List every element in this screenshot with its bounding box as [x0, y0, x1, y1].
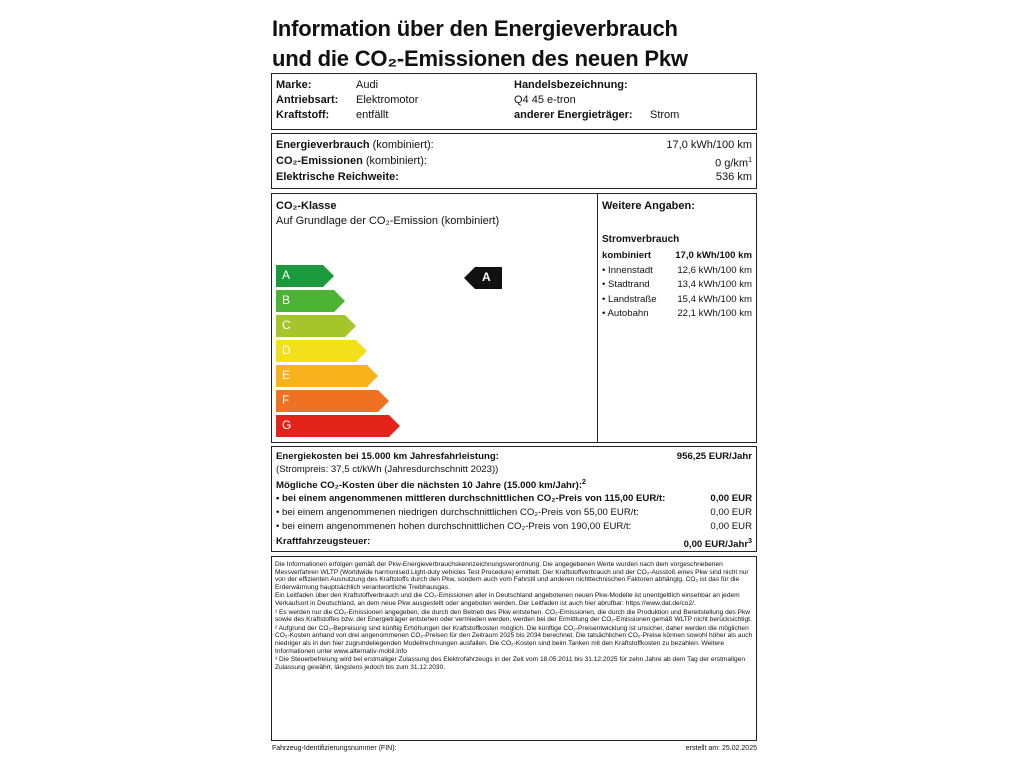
co2-cost-row-label: • bei einem angenommenen mittleren durchschnittlichen CO₂-Preis von 115,00 EUR/t: — [276, 493, 666, 504]
co2-cost-row-value: 0,00 EUR — [710, 507, 752, 518]
consumption-row-label: • Autobahn — [602, 308, 649, 319]
energy-label: Energieverbrauch — [276, 139, 370, 151]
vehicle-tax-label: Kraftfahrzeugsteuer: — [276, 536, 371, 547]
consumption-row-value: 15,4 kWh/100 km — [677, 293, 752, 305]
power-consumption-heading: Stromverbrauch — [602, 234, 680, 245]
more-info-heading: Weitere Angaben: — [602, 200, 695, 212]
co2-cost-row-label: • bei einem angenommenen hohen durchschnittlichen CO₂-Preis von 190,00 EUR/t: — [276, 521, 632, 532]
co2-class-arrow-a — [276, 265, 334, 287]
co2-cost-row-label: • bei einem angenommenen niedrigen durchschnittlichen CO₂-Preis von 55,00 EUR/t: — [276, 507, 639, 518]
vehicle-tax-value-wrap — [684, 535, 752, 552]
co2-cost-footnote-ref: 2 — [582, 479, 586, 486]
vehicle-tax-value: 0,00 EUR/Jahr — [683, 539, 749, 551]
co2-label: CO₂-Emissionen — [276, 155, 363, 167]
fine-print-paragraph: Die Informationen erfolgen gemäß der Pkw-Energieverbrauchskennzeichnungsverordnung. Die angegebenen Werte wurden nach dem vorgeschriebenen Messverfahren WLTP (Worldwide harmonised Light-duty vehicles Test Procedure) ermittelt. Der Kraftstoffverbrauch und der CO₂-Ausstoß eines Pkw sind nicht nur von der effizienten Ausnutzung des Kraftstoffs durch den Pkw, sondern auch vom Fahrstil und anderen nichttechnischen Faktoren abhängig. CO₂ ist das für die Erderwärmung hauptsächlich verantwortliche Treibhausgas. — [275, 561, 749, 591]
consumption-row-value: 13,4 kWh/100 km — [677, 279, 752, 290]
fuel-label: Kraftstoff: — [276, 109, 330, 121]
range-value: 536 km — [715, 171, 752, 183]
co2-cost-row-value: 0,00 EUR — [710, 493, 752, 504]
co2-class-arrow-c — [276, 315, 356, 337]
current-class-marker — [464, 267, 502, 294]
consumption-row-label: kombiniert — [602, 250, 652, 261]
co2-suffix: (kombiniert): — [365, 155, 427, 167]
co2-value-wrap — [715, 154, 752, 171]
fine-print-text — [275, 561, 753, 672]
co2-class-letter: E — [282, 368, 291, 382]
title-line-2: und die CO₂-Emissionen des neuen Pkw — [272, 46, 688, 71]
more-info-box — [597, 193, 757, 443]
fine-print-paragraph: ¹ Es werden nur die CO₂-Emissionen angegeben, die durch den Betrieb des Pkw entstehen. CO₂-Emissionen, die durch die Produktion und Bereitstellung des Pkw sowie des Kraftstoffes bzw. der Energieträger entstehen oder vermieden werden, werden bei der Ermittlung der CO₂-Emissionen gemäß WLTP nicht berücksichtigt. — [275, 608, 752, 624]
vehicle-box — [271, 73, 757, 130]
energy-cost-label: Energiekosten bei 15.000 km Jahresfahrleistung: — [276, 451, 499, 462]
co2-footnote-ref: 1 — [748, 157, 752, 164]
energy-value: 17,0 kWh/100 km — [666, 139, 752, 151]
vin-label: Fahrzeug-Identifizierungsnummer (FIN): — [272, 745, 397, 752]
brand-value: Audi — [356, 79, 379, 91]
consumption-row-value: 12,6 kWh/100 km — [677, 264, 752, 276]
drive-label: Antriebsart: — [276, 94, 339, 106]
co2-class-arrow-d — [276, 340, 367, 362]
energy-suffix: (kombiniert): — [372, 139, 434, 151]
fine-print-paragraph: ³ Die Steuerbefreiung wird bei erstmaliger Zulassung des Elektrofahrzeugs in der Zeit vom 18.05.2011 bis 31.12.2025 für zehn Jahre ab dem Tag der erstmaligen Zulassung gewährt, längstens jedoch bis zum 31.12.2030. — [275, 656, 746, 671]
consumption-row-label: • Innenstadt — [602, 264, 653, 276]
drive-value: Elektromotor — [356, 94, 419, 106]
consumption-row-label: • Stadtrand — [602, 279, 650, 290]
co2-class-arrow-g — [276, 415, 400, 437]
co2-cost-row-value: 0,00 EUR — [710, 521, 752, 532]
co2-cost-label: Mögliche CO₂-Kosten über die nächsten 10 Jahre (15.000 km/Jahr): — [276, 480, 583, 492]
created-date: erstellt am: 25.02.2025 — [685, 745, 757, 752]
co2-class-arrow-e — [276, 365, 378, 387]
brand-label: Marke: — [276, 79, 312, 91]
electricity-price-note: (Strompreis: 37,5 ct/kWh (Jahresdurchschnitt 2023)) — [276, 464, 499, 475]
co2-class-letter: C — [282, 318, 291, 332]
co2-class-letter: G — [282, 418, 292, 432]
energy-cost-value: 956,25 EUR/Jahr — [676, 451, 752, 462]
fuel-value: entfällt — [356, 109, 389, 121]
co2-class-heading: CO₂-Klasse — [276, 200, 337, 212]
co2-class-letter: F — [282, 393, 290, 407]
page-title — [272, 14, 688, 74]
energy-row — [276, 138, 434, 152]
co2-class-letter: B — [282, 293, 291, 307]
other-energy-label: anderer Energieträger: — [514, 109, 633, 121]
co2-row — [276, 154, 427, 168]
other-energy-value: Strom — [650, 109, 680, 121]
consumption-row-label: • Landstraße — [602, 293, 657, 305]
fine-print-paragraph: Ein Leitfaden über den Kraftstoffverbrauch und die CO₂-Emissionen aller in Deutschland angebotenen neuen Pkw-Modelle ist unentgeltlich einsehbar an jedem Verkaufsort in Deutschland, an dem neue Pkw ausgestellt oder angeboten werden. Der Leitfaden ist auch hier abrufbar: https://www.dat.de/co2/. — [275, 592, 740, 607]
model-label: Handelsbezeichnung: — [514, 79, 628, 91]
costs-box — [271, 446, 757, 552]
consumption-box — [271, 133, 757, 189]
current-class-label: A — [482, 270, 491, 284]
consumption-row-value: 17,0 kWh/100 km — [675, 250, 752, 261]
co2-class-subheading: Auf Grundlage der CO₂-Emission (kombiniert) — [276, 215, 500, 227]
co2-class-arrow-f — [276, 390, 389, 412]
fine-print-paragraph: ² Aufgrund der CO₂-Bepreisung sind künftig Erhöhungen der Kraftstoffkosten möglich. Die künftige CO₂-Preisentwicklung ist unsicher, daher werden die möglichen CO₂-Kosten anhand von drei angenommenen CO₂-Preisen für den Zeitraum 2025 bis 2034 berechnet. Die tatsächlichen CO₂-Preise können sowohl höher als auch niedriger als in den hier zugrundeliegenden Modellrechnungen ausfallen. Die CO₂-Kosten sind beim Tanken mit den Kraftstoffkosten zu bezahlen. Weitere Informationen unter www.alternativ-mobil.info — [275, 624, 753, 655]
co2-class-box — [271, 193, 598, 443]
consumption-row-value: 22,1 kWh/100 km — [677, 308, 752, 319]
co2-class-arrow-b — [276, 290, 345, 312]
co2-class-letter: D — [282, 343, 291, 357]
title-line-1: Information über den Energieverbrauch — [272, 16, 678, 41]
co2-class-letter: A — [282, 268, 291, 282]
fine-print-box — [271, 556, 757, 741]
vehicle-tax-footnote-ref: 3 — [748, 538, 752, 545]
model-value: Q4 45 e-tron — [514, 94, 576, 106]
range-label: Elektrische Reichweite: — [276, 171, 399, 183]
co2-value: 0 g/km — [715, 157, 749, 170]
co2-cost-heading — [276, 476, 586, 493]
